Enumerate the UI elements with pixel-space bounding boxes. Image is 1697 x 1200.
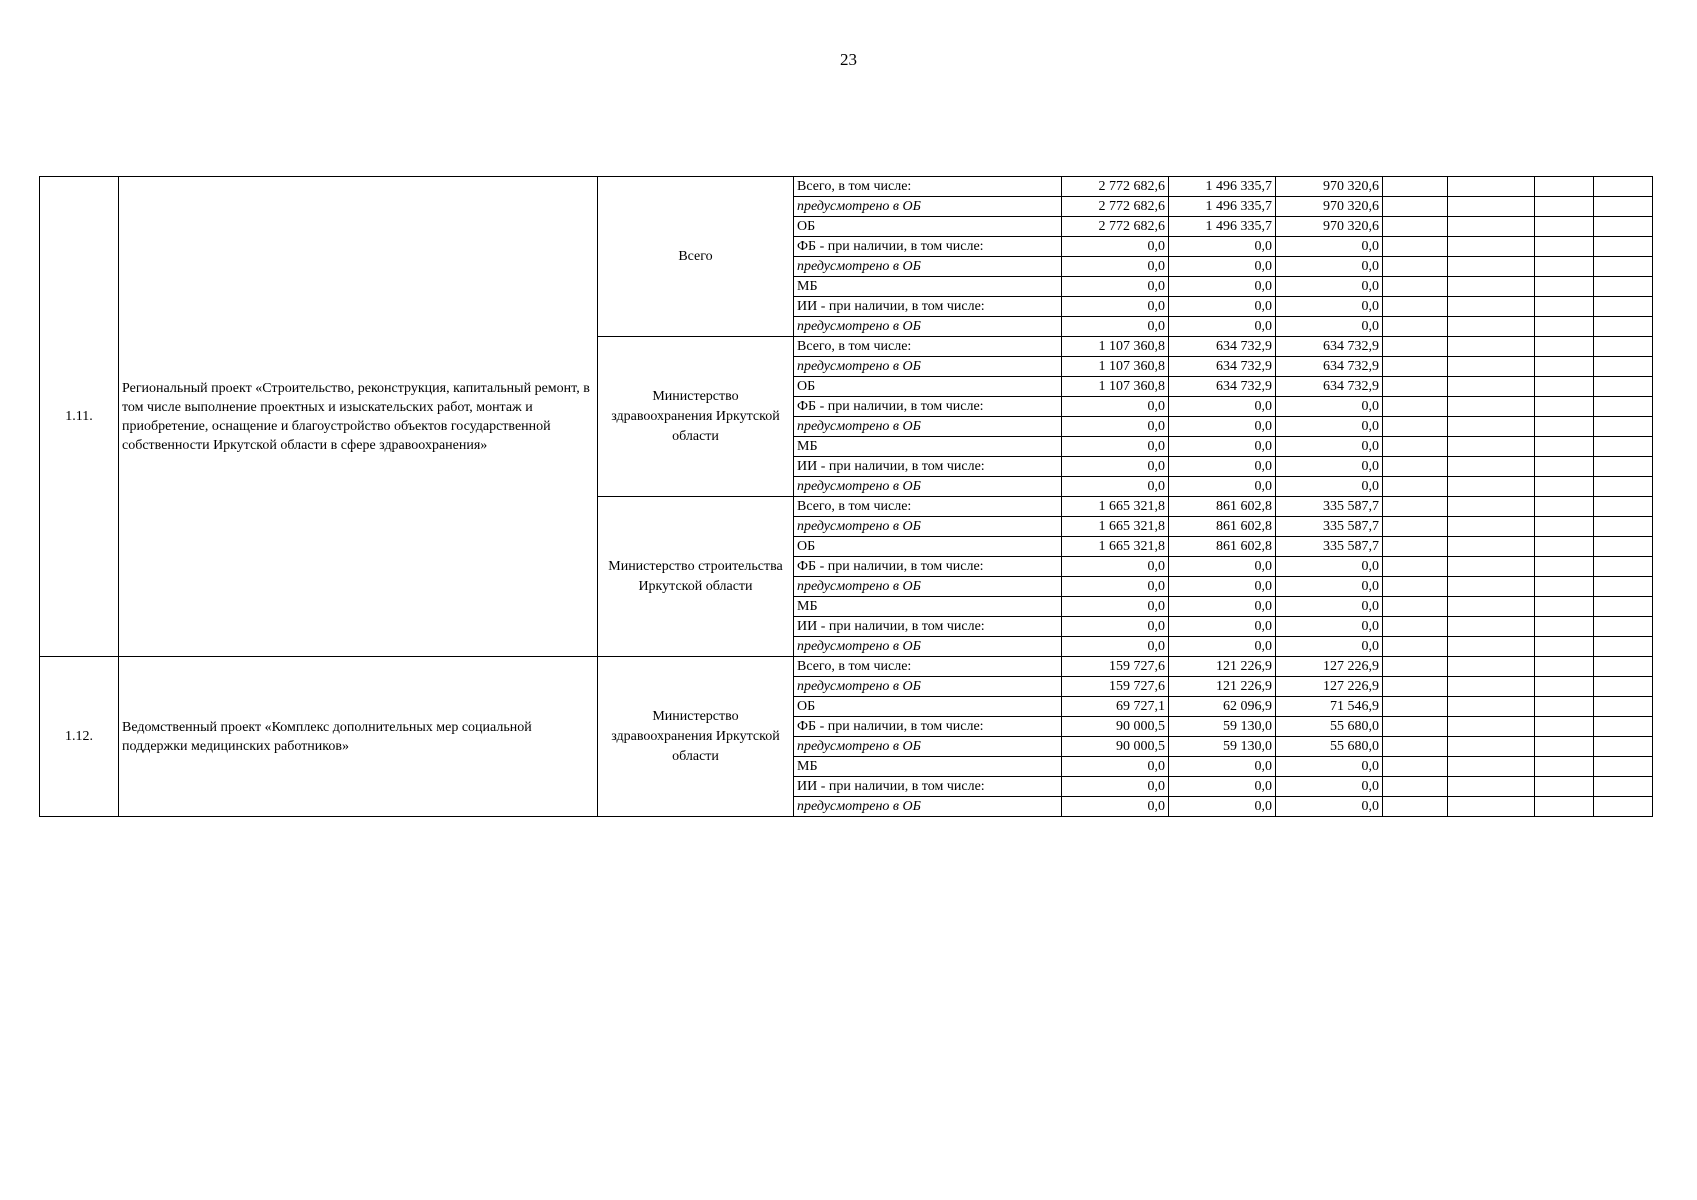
- empty-cell: [1535, 457, 1594, 477]
- amount-cell: 0,0: [1276, 757, 1383, 777]
- empty-cell: [1535, 357, 1594, 377]
- amount-cell: 0,0: [1276, 257, 1383, 277]
- amount-cell: 0,0: [1169, 297, 1276, 317]
- empty-cell: [1383, 677, 1448, 697]
- empty-cell: [1594, 277, 1653, 297]
- funding-source: Всего, в том числе:: [794, 177, 1062, 197]
- empty-cell: [1535, 517, 1594, 537]
- empty-cell: [1535, 397, 1594, 417]
- empty-cell: [1448, 637, 1535, 657]
- funding-source: Всего, в том числе:: [794, 337, 1062, 357]
- amount-cell: 0,0: [1276, 777, 1383, 797]
- amount-cell: 0,0: [1062, 777, 1169, 797]
- empty-cell: [1448, 437, 1535, 457]
- empty-cell: [1383, 637, 1448, 657]
- amount-cell: 62 096,9: [1169, 697, 1276, 717]
- empty-cell: [1594, 337, 1653, 357]
- amount-cell: 0,0: [1276, 437, 1383, 457]
- funding-source: МБ: [794, 277, 1062, 297]
- empty-cell: [1594, 357, 1653, 377]
- empty-cell: [1594, 217, 1653, 237]
- empty-cell: [1535, 777, 1594, 797]
- amount-cell: 0,0: [1062, 277, 1169, 297]
- empty-cell: [1383, 757, 1448, 777]
- amount-cell: 970 320,6: [1276, 217, 1383, 237]
- amount-cell: 1 107 360,8: [1062, 337, 1169, 357]
- funding-source: ОБ: [794, 217, 1062, 237]
- empty-cell: [1535, 417, 1594, 437]
- empty-cell: [1448, 197, 1535, 217]
- empty-cell: [1535, 797, 1594, 817]
- empty-cell: [1535, 657, 1594, 677]
- funding-source: предусмотрено в ОБ: [794, 417, 1062, 437]
- funding-source: предусмотрено в ОБ: [794, 797, 1062, 817]
- empty-cell: [1383, 417, 1448, 437]
- amount-cell: 0,0: [1062, 577, 1169, 597]
- empty-cell: [1594, 397, 1653, 417]
- empty-cell: [1383, 537, 1448, 557]
- funding-source: предусмотрено в ОБ: [794, 477, 1062, 497]
- section-name: Ведомственный проект «Комплекс дополнительных мер социальной поддержки медицинских работников»: [119, 657, 598, 817]
- amount-cell: 970 320,6: [1276, 197, 1383, 217]
- amount-cell: 0,0: [1169, 597, 1276, 617]
- empty-cell: [1594, 617, 1653, 637]
- amount-cell: 0,0: [1169, 577, 1276, 597]
- empty-cell: [1448, 317, 1535, 337]
- amount-cell: 1 496 335,7: [1169, 177, 1276, 197]
- amount-cell: 69 727,1: [1062, 697, 1169, 717]
- empty-cell: [1535, 577, 1594, 597]
- amount-cell: 1 107 360,8: [1062, 357, 1169, 377]
- amount-cell: 2 772 682,6: [1062, 217, 1169, 237]
- amount-cell: 0,0: [1276, 417, 1383, 437]
- amount-cell: 0,0: [1169, 457, 1276, 477]
- funding-source: Всего, в том числе:: [794, 497, 1062, 517]
- table-row: [40, 657, 1653, 677]
- amount-cell: 0,0: [1169, 417, 1276, 437]
- empty-cell: [1594, 777, 1653, 797]
- amount-cell: 0,0: [1276, 277, 1383, 297]
- amount-cell: 0,0: [1062, 257, 1169, 277]
- empty-cell: [1448, 477, 1535, 497]
- funding-source: ОБ: [794, 377, 1062, 397]
- amount-cell: 970 320,6: [1276, 177, 1383, 197]
- empty-cell: [1535, 697, 1594, 717]
- empty-cell: [1535, 537, 1594, 557]
- empty-cell: [1594, 257, 1653, 277]
- amount-cell: 1 496 335,7: [1169, 197, 1276, 217]
- empty-cell: [1383, 357, 1448, 377]
- amount-cell: 0,0: [1169, 237, 1276, 257]
- empty-cell: [1448, 797, 1535, 817]
- empty-cell: [1448, 177, 1535, 197]
- amount-cell: 1 665 321,8: [1062, 537, 1169, 557]
- empty-cell: [1383, 797, 1448, 817]
- amount-cell: 1 665 321,8: [1062, 497, 1169, 517]
- funding-source: ОБ: [794, 697, 1062, 717]
- amount-cell: 90 000,5: [1062, 737, 1169, 757]
- amount-cell: 0,0: [1062, 477, 1169, 497]
- funding-source: ИИ - при наличии, в том числе:: [794, 617, 1062, 637]
- amount-cell: 861 602,8: [1169, 517, 1276, 537]
- amount-cell: 0,0: [1169, 257, 1276, 277]
- empty-cell: [1383, 177, 1448, 197]
- empty-cell: [1594, 297, 1653, 317]
- empty-cell: [1448, 557, 1535, 577]
- empty-cell: [1594, 797, 1653, 817]
- funding-source: предусмотрено в ОБ: [794, 637, 1062, 657]
- empty-cell: [1594, 197, 1653, 217]
- amount-cell: 0,0: [1169, 797, 1276, 817]
- empty-cell: [1594, 557, 1653, 577]
- funding-source: ФБ - при наличии, в том числе:: [794, 397, 1062, 417]
- amount-cell: 0,0: [1276, 597, 1383, 617]
- empty-cell: [1448, 657, 1535, 677]
- empty-cell: [1594, 317, 1653, 337]
- empty-cell: [1383, 437, 1448, 457]
- empty-cell: [1383, 257, 1448, 277]
- funding-source: предусмотрено в ОБ: [794, 677, 1062, 697]
- amount-cell: 861 602,8: [1169, 537, 1276, 557]
- amount-cell: 0,0: [1169, 437, 1276, 457]
- empty-cell: [1448, 677, 1535, 697]
- empty-cell: [1383, 737, 1448, 757]
- funding-source: ИИ - при наличии, в том числе:: [794, 297, 1062, 317]
- empty-cell: [1594, 417, 1653, 437]
- section-number: 1.12.: [40, 657, 119, 817]
- empty-cell: [1448, 357, 1535, 377]
- amount-cell: 0,0: [1062, 617, 1169, 637]
- empty-cell: [1448, 757, 1535, 777]
- empty-cell: [1448, 277, 1535, 297]
- funding-source: ИИ - при наличии, в том числе:: [794, 777, 1062, 797]
- funding-source: ФБ - при наличии, в том числе:: [794, 557, 1062, 577]
- empty-cell: [1594, 657, 1653, 677]
- empty-cell: [1448, 697, 1535, 717]
- responsible-executor: Министерство строительства Иркутской области: [598, 497, 794, 657]
- empty-cell: [1594, 377, 1653, 397]
- amount-cell: 0,0: [1062, 317, 1169, 337]
- empty-cell: [1594, 597, 1653, 617]
- amount-cell: 634 732,9: [1169, 377, 1276, 397]
- funding-source: Всего, в том числе:: [794, 657, 1062, 677]
- empty-cell: [1594, 737, 1653, 757]
- empty-cell: [1383, 297, 1448, 317]
- amount-cell: 0,0: [1276, 637, 1383, 657]
- amount-cell: 0,0: [1169, 617, 1276, 637]
- empty-cell: [1535, 297, 1594, 317]
- budget-table: [39, 176, 1653, 817]
- amount-cell: 0,0: [1276, 457, 1383, 477]
- funding-source: МБ: [794, 437, 1062, 457]
- empty-cell: [1594, 757, 1653, 777]
- amount-cell: 0,0: [1062, 797, 1169, 817]
- empty-cell: [1535, 557, 1594, 577]
- empty-cell: [1594, 697, 1653, 717]
- empty-cell: [1594, 517, 1653, 537]
- empty-cell: [1448, 577, 1535, 597]
- empty-cell: [1448, 537, 1535, 557]
- amount-cell: 0,0: [1276, 477, 1383, 497]
- empty-cell: [1383, 597, 1448, 617]
- empty-cell: [1448, 497, 1535, 517]
- empty-cell: [1594, 577, 1653, 597]
- amount-cell: 71 546,9: [1276, 697, 1383, 717]
- amount-cell: 127 226,9: [1276, 657, 1383, 677]
- amount-cell: 861 602,8: [1169, 497, 1276, 517]
- amount-cell: 0,0: [1169, 757, 1276, 777]
- amount-cell: 335 587,7: [1276, 497, 1383, 517]
- empty-cell: [1448, 417, 1535, 437]
- funding-source: предусмотрено в ОБ: [794, 197, 1062, 217]
- amount-cell: 0,0: [1062, 417, 1169, 437]
- amount-cell: 634 732,9: [1169, 357, 1276, 377]
- amount-cell: 0,0: [1169, 477, 1276, 497]
- amount-cell: 0,0: [1062, 457, 1169, 477]
- empty-cell: [1535, 377, 1594, 397]
- amount-cell: 634 732,9: [1276, 377, 1383, 397]
- funding-source: предусмотрено в ОБ: [794, 577, 1062, 597]
- empty-cell: [1383, 717, 1448, 737]
- amount-cell: 335 587,7: [1276, 537, 1383, 557]
- empty-cell: [1594, 437, 1653, 457]
- amount-cell: 0,0: [1062, 237, 1169, 257]
- amount-cell: 159 727,6: [1062, 677, 1169, 697]
- empty-cell: [1448, 457, 1535, 477]
- empty-cell: [1594, 717, 1653, 737]
- amount-cell: 0,0: [1062, 557, 1169, 577]
- amount-cell: 335 587,7: [1276, 517, 1383, 537]
- empty-cell: [1535, 737, 1594, 757]
- empty-cell: [1594, 477, 1653, 497]
- empty-cell: [1383, 657, 1448, 677]
- empty-cell: [1594, 537, 1653, 557]
- empty-cell: [1535, 277, 1594, 297]
- amount-cell: 0,0: [1276, 397, 1383, 417]
- funding-source: ИИ - при наличии, в том числе:: [794, 457, 1062, 477]
- empty-cell: [1383, 477, 1448, 497]
- funding-source: предусмотрено в ОБ: [794, 317, 1062, 337]
- empty-cell: [1383, 777, 1448, 797]
- section-number: 1.11.: [40, 177, 119, 657]
- funding-source: предусмотрено в ОБ: [794, 257, 1062, 277]
- empty-cell: [1448, 777, 1535, 797]
- amount-cell: 55 680,0: [1276, 717, 1383, 737]
- empty-cell: [1383, 517, 1448, 537]
- empty-cell: [1448, 337, 1535, 357]
- amount-cell: 0,0: [1276, 317, 1383, 337]
- amount-cell: 0,0: [1062, 437, 1169, 457]
- amount-cell: 2 772 682,6: [1062, 177, 1169, 197]
- empty-cell: [1448, 517, 1535, 537]
- funding-source: предусмотрено в ОБ: [794, 517, 1062, 537]
- amount-cell: 0,0: [1062, 597, 1169, 617]
- empty-cell: [1448, 297, 1535, 317]
- empty-cell: [1535, 177, 1594, 197]
- amount-cell: 0,0: [1276, 577, 1383, 597]
- empty-cell: [1535, 497, 1594, 517]
- empty-cell: [1535, 437, 1594, 457]
- empty-cell: [1535, 197, 1594, 217]
- amount-cell: 55 680,0: [1276, 737, 1383, 757]
- empty-cell: [1448, 737, 1535, 757]
- responsible-executor: Министерство здравоохранения Иркутской области: [598, 337, 794, 497]
- amount-cell: 90 000,5: [1062, 717, 1169, 737]
- funding-source: ОБ: [794, 537, 1062, 557]
- amount-cell: 0,0: [1062, 757, 1169, 777]
- empty-cell: [1535, 237, 1594, 257]
- empty-cell: [1535, 637, 1594, 657]
- amount-cell: 0,0: [1062, 297, 1169, 317]
- funding-source: ФБ - при наличии, в том числе:: [794, 717, 1062, 737]
- empty-cell: [1383, 317, 1448, 337]
- amount-cell: 59 130,0: [1169, 737, 1276, 757]
- page-number: 23: [840, 50, 857, 69]
- amount-cell: 0,0: [1276, 557, 1383, 577]
- amount-cell: 0,0: [1169, 777, 1276, 797]
- empty-cell: [1535, 717, 1594, 737]
- funding-source: МБ: [794, 757, 1062, 777]
- empty-cell: [1383, 457, 1448, 477]
- amount-cell: 0,0: [1276, 297, 1383, 317]
- empty-cell: [1535, 617, 1594, 637]
- empty-cell: [1594, 637, 1653, 657]
- amount-cell: 1 665 321,8: [1062, 517, 1169, 537]
- amount-cell: 127 226,9: [1276, 677, 1383, 697]
- empty-cell: [1535, 757, 1594, 777]
- empty-cell: [1383, 377, 1448, 397]
- empty-cell: [1383, 277, 1448, 297]
- empty-cell: [1535, 257, 1594, 277]
- amount-cell: 0,0: [1276, 617, 1383, 637]
- amount-cell: 1 496 335,7: [1169, 217, 1276, 237]
- amount-cell: 634 732,9: [1276, 337, 1383, 357]
- empty-cell: [1383, 237, 1448, 257]
- empty-cell: [1535, 477, 1594, 497]
- amount-cell: 121 226,9: [1169, 657, 1276, 677]
- empty-cell: [1594, 237, 1653, 257]
- amount-cell: 0,0: [1169, 317, 1276, 337]
- funding-source: МБ: [794, 597, 1062, 617]
- empty-cell: [1383, 557, 1448, 577]
- amount-cell: 159 727,6: [1062, 657, 1169, 677]
- empty-cell: [1448, 217, 1535, 237]
- amount-cell: 0,0: [1169, 557, 1276, 577]
- empty-cell: [1383, 577, 1448, 597]
- amount-cell: 0,0: [1276, 797, 1383, 817]
- empty-cell: [1594, 677, 1653, 697]
- amount-cell: 59 130,0: [1169, 717, 1276, 737]
- empty-cell: [1535, 337, 1594, 357]
- amount-cell: 121 226,9: [1169, 677, 1276, 697]
- amount-cell: 634 732,9: [1169, 337, 1276, 357]
- empty-cell: [1448, 717, 1535, 737]
- empty-cell: [1535, 597, 1594, 617]
- empty-cell: [1448, 237, 1535, 257]
- empty-cell: [1535, 677, 1594, 697]
- empty-cell: [1535, 217, 1594, 237]
- empty-cell: [1383, 697, 1448, 717]
- amount-cell: 634 732,9: [1276, 357, 1383, 377]
- amount-cell: 1 107 360,8: [1062, 377, 1169, 397]
- empty-cell: [1594, 457, 1653, 477]
- amount-cell: 0,0: [1169, 637, 1276, 657]
- amount-cell: 0,0: [1062, 637, 1169, 657]
- empty-cell: [1594, 177, 1653, 197]
- amount-cell: 0,0: [1276, 237, 1383, 257]
- empty-cell: [1448, 397, 1535, 417]
- empty-cell: [1383, 617, 1448, 637]
- empty-cell: [1448, 377, 1535, 397]
- section-name: Региональный проект «Строительство, реконструкция, капитальный ремонт, в том числе выполнение проектных и изыскательских работ, монтаж и приобретение, оснащение и благоустройство объектов государственной собственности Иркутской области в сфере здравоохранения»: [119, 177, 598, 657]
- responsible-executor: Министерство здравоохранения Иркутской области: [598, 657, 794, 817]
- empty-cell: [1383, 497, 1448, 517]
- amount-cell: 0,0: [1169, 277, 1276, 297]
- funding-source: предусмотрено в ОБ: [794, 737, 1062, 757]
- amount-cell: 0,0: [1062, 397, 1169, 417]
- empty-cell: [1383, 197, 1448, 217]
- empty-cell: [1383, 217, 1448, 237]
- responsible-executor: Всего: [598, 177, 794, 337]
- empty-cell: [1594, 497, 1653, 517]
- table-row: [40, 177, 1653, 197]
- funding-source: ФБ - при наличии, в том числе:: [794, 237, 1062, 257]
- amount-cell: 0,0: [1169, 397, 1276, 417]
- empty-cell: [1383, 337, 1448, 357]
- amount-cell: 2 772 682,6: [1062, 197, 1169, 217]
- empty-cell: [1448, 597, 1535, 617]
- funding-source: предусмотрено в ОБ: [794, 357, 1062, 377]
- empty-cell: [1535, 317, 1594, 337]
- empty-cell: [1448, 257, 1535, 277]
- empty-cell: [1448, 617, 1535, 637]
- empty-cell: [1383, 397, 1448, 417]
